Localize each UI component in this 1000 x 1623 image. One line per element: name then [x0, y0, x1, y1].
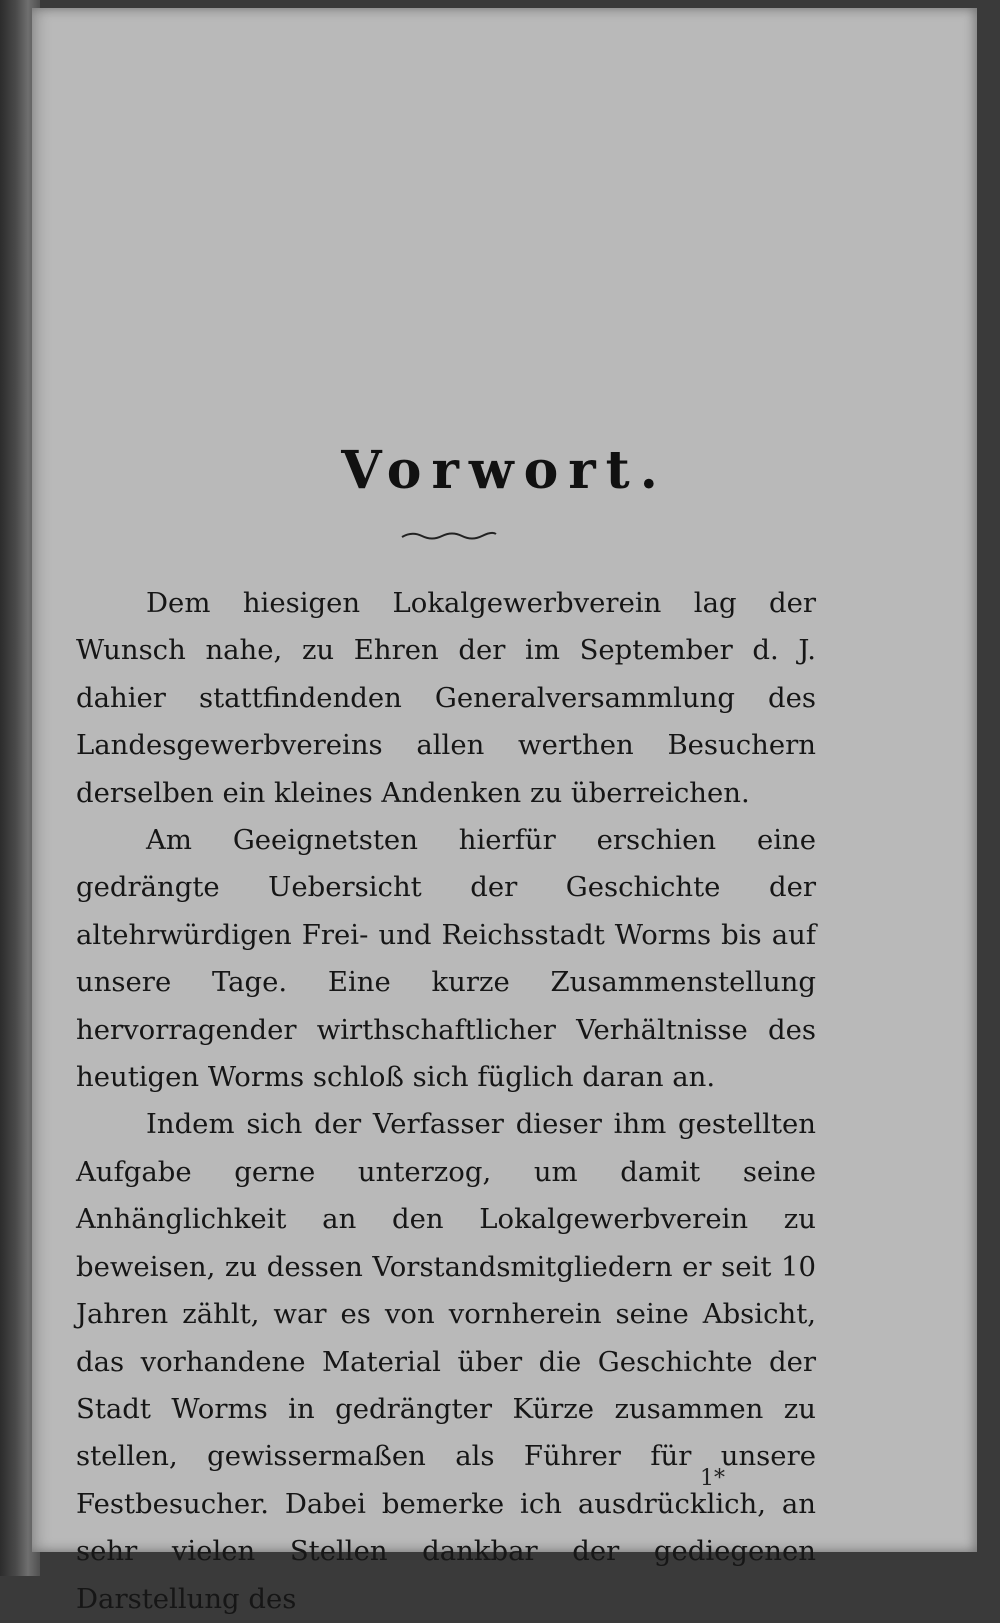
paragraph: Am Geeignetsten hierfür erschien eine gedrängte Uebersicht der Geschichte der altehrwürdigen Frei- und Reichsstadt Worms bis auf unsere Tage. Eine kurze Zusammenstellung hervorragender wirthschaftlicher Verhältnisse des heutigen Worms schloß sich füglich daran an. [76, 824, 816, 1094]
page-title: Vorwort. [341, 440, 668, 501]
paragraph: Indem sich der Verfasser dieser ihm gestellten Aufgabe gerne unterzog, um damit seine Anhänglichkeit an den Lokalgewerbverein zu beweisen, zu dessen Vorstandsmitgliedern er seit 10 Jahren zählt, war es von vornherein seine Absicht, das vorhandene Material über die Geschichte der Stadt Worms in gedrängter Kürze zusammen zu stellen, gewissermaßen als Führer für unsere Festbesucher. Dabei bemerke ich ausdrücklich, an sehr vielen Stellen dankbar der gediegenen Darstellung des [76, 1108, 816, 1615]
paragraph: Dem hiesigen Lokalgewerbverein lag der Wunsch nahe, zu Ehren der im September d. J. dahier stattfindenden Generalversammlung des Landesgewerbvereins allen werthen Besuchern derselben ein kleines Andenken zu überreichen. [76, 587, 816, 809]
title-ornament [400, 528, 498, 542]
signature-mark: 1* [700, 1466, 725, 1491]
book-page [32, 8, 977, 1615]
